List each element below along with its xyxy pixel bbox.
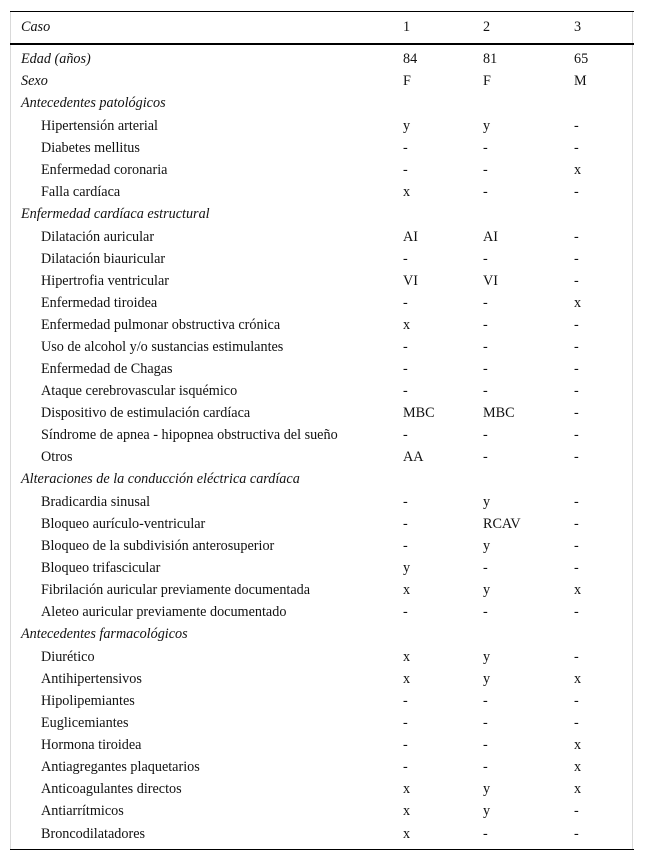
- case-3-cell: -: [574, 559, 579, 576]
- case-3-cell: x: [574, 758, 582, 775]
- table-row: [10, 226, 634, 248]
- row-label: Dilatación auricular: [41, 228, 155, 245]
- section-row: [10, 92, 634, 115]
- case-2-cell: F: [483, 72, 491, 89]
- table-row: [10, 778, 634, 800]
- row-label: Uso de alcohol y/o sustancias estimulantes: [41, 338, 284, 355]
- row-label: Bloqueo trifascicular: [41, 559, 161, 576]
- case-1-cell: -: [403, 515, 408, 532]
- case-2-cell: 81: [483, 50, 498, 67]
- case-2-cell: -: [483, 139, 488, 156]
- table-header-row: [10, 12, 634, 45]
- case-3-cell: -: [574, 802, 579, 819]
- case-3-cell: -: [574, 183, 579, 200]
- case-1-cell: -: [403, 294, 408, 311]
- table-row: [10, 601, 634, 623]
- table-row: [10, 513, 634, 535]
- header-caso: Caso: [10, 12, 403, 45]
- row-label: Aleteo auricular previamente documentado: [41, 603, 287, 620]
- case-1-cell: x: [403, 802, 411, 819]
- case-1-cell: -: [403, 382, 408, 399]
- table-row: [10, 822, 634, 850]
- case-1-cell: -: [403, 714, 408, 731]
- row-label: Falla cardíaca: [41, 183, 121, 200]
- case-1-cell: x: [403, 183, 411, 200]
- row-label: Edad (años): [21, 50, 91, 67]
- table-row: [10, 446, 634, 468]
- section-heading: Alteraciones de la conducción eléctrica cardíaca: [21, 471, 300, 488]
- table-row: [10, 712, 634, 734]
- table-row: [10, 668, 634, 690]
- section-row: [10, 623, 634, 646]
- case-2-cell: y: [483, 493, 491, 510]
- case-1-cell: y: [403, 559, 411, 576]
- row-label: Enfermedad de Chagas: [41, 360, 173, 377]
- case-1-cell: -: [403, 603, 408, 620]
- case-2-cell: -: [483, 338, 488, 355]
- table-row: [10, 402, 634, 424]
- case-2-cell: y: [483, 537, 491, 554]
- table-row: [10, 756, 634, 778]
- case-1-cell: x: [403, 822, 483, 850]
- case-2-cell: MBC: [483, 404, 515, 421]
- case-2-cell: -: [483, 161, 488, 178]
- row-label: Hormona tiroidea: [41, 736, 142, 753]
- row-label: Sexo: [21, 72, 48, 89]
- case-2-cell: [483, 623, 574, 646]
- row-label: Enfermedad coronaria: [41, 161, 168, 178]
- table-row: [10, 44, 634, 70]
- clinical-cases-table: [10, 11, 634, 850]
- row-label: Diabetes mellitus: [41, 139, 140, 156]
- case-3-cell: -: [574, 448, 579, 465]
- case-3-cell: -: [574, 404, 579, 421]
- case-3-cell: [574, 468, 634, 491]
- case-2-cell: y: [483, 802, 491, 819]
- case-3-cell: [574, 623, 634, 646]
- case-1-cell: -: [403, 360, 408, 377]
- row-label: Bradicardia sinusal: [41, 493, 151, 510]
- row-label: Hipertensión arterial: [41, 117, 158, 134]
- table-row: [10, 380, 634, 402]
- case-1-cell: -: [403, 493, 408, 510]
- case-1-cell: x: [403, 316, 411, 333]
- case-3-cell: -: [574, 139, 579, 156]
- case-1-cell: [403, 203, 483, 226]
- case-2-cell: -: [483, 382, 488, 399]
- case-3-cell: M: [574, 72, 587, 89]
- case-3-cell: 65: [574, 50, 589, 67]
- table-body: [10, 44, 634, 850]
- case-1-cell: [403, 92, 483, 115]
- case-2-cell: [483, 92, 574, 115]
- table-row: [10, 690, 634, 712]
- case-3-cell: x: [574, 581, 582, 598]
- case-3-cell: -: [574, 382, 579, 399]
- row-label: Otros: [41, 448, 73, 465]
- case-3-cell: -: [574, 316, 579, 333]
- case-1-cell: -: [403, 758, 408, 775]
- case-2-cell: -: [483, 822, 574, 850]
- case-3-cell: -: [574, 714, 579, 731]
- table-row: [10, 270, 634, 292]
- case-3-cell: -: [574, 228, 579, 245]
- case-3-cell: x: [574, 294, 582, 311]
- case-1-cell: -: [403, 692, 408, 709]
- case-1-cell: MBC: [403, 404, 435, 421]
- case-2-cell: [483, 203, 574, 226]
- row-label: Antiagregantes plaquetarios: [41, 758, 200, 775]
- case-3-cell: -: [574, 493, 579, 510]
- table-row: [10, 181, 634, 203]
- case-1-cell: x: [403, 670, 411, 687]
- row-label: Euglicemiantes: [41, 714, 129, 731]
- table-row: [10, 491, 634, 513]
- row-label: Bloqueo aurículo-ventricular: [41, 515, 206, 532]
- case-3-cell: x: [574, 670, 582, 687]
- header-case-1: 1: [403, 12, 483, 45]
- case-2-cell: -: [483, 360, 488, 377]
- case-3-cell: -: [574, 117, 579, 134]
- case-3-cell: -: [574, 537, 579, 554]
- case-3-cell: -: [574, 360, 579, 377]
- case-3-cell: -: [574, 250, 579, 267]
- case-2-cell: -: [483, 294, 488, 311]
- row-label: Hipolipemiantes: [41, 692, 135, 709]
- case-3-cell: x: [574, 161, 582, 178]
- case-1-cell: [403, 623, 483, 646]
- table-row: [10, 646, 634, 668]
- case-3-cell: -: [574, 648, 579, 665]
- table-row: [10, 535, 634, 557]
- case-3-cell: -: [574, 272, 579, 289]
- row-label: Broncodilatadores: [10, 822, 403, 850]
- case-3-cell: -: [574, 692, 579, 709]
- table-row: [10, 137, 634, 159]
- row-label: Diurético: [41, 648, 95, 665]
- case-1-cell: -: [403, 250, 408, 267]
- case-1-cell: -: [403, 161, 408, 178]
- table-row: [10, 115, 634, 137]
- case-3-cell: -: [574, 603, 579, 620]
- row-label: Anticoagulantes directos: [41, 780, 182, 797]
- row-label: Síndrome de apnea - hipopnea obstructiva del sueño: [41, 426, 338, 443]
- case-2-cell: RCAV: [483, 515, 521, 532]
- row-label: Dispositivo de estimulación cardíaca: [41, 404, 251, 421]
- section-heading: Enfermedad cardíaca estructural: [21, 206, 210, 223]
- case-1-cell: F: [403, 72, 411, 89]
- case-3-cell: -: [574, 338, 579, 355]
- case-1-cell: -: [403, 537, 408, 554]
- section-row: [10, 203, 634, 226]
- case-3-cell: [574, 203, 634, 226]
- table-row: [10, 800, 634, 822]
- case-1-cell: -: [403, 139, 408, 156]
- case-2-cell: -: [483, 692, 488, 709]
- section-heading: Antecedentes patológicos: [21, 95, 166, 112]
- case-3-cell: -: [574, 515, 579, 532]
- row-label: Hipertrofia ventricular: [41, 272, 170, 289]
- case-2-cell: AI: [483, 228, 498, 245]
- table-row: [10, 314, 634, 336]
- case-2-cell: VI: [483, 272, 498, 289]
- row-label: Antihipertensivos: [41, 670, 142, 687]
- section-row: [10, 468, 634, 491]
- header-case-2: 2: [483, 12, 574, 45]
- section-heading: Antecedentes farmacológicos: [21, 626, 188, 643]
- row-label: Enfermedad pulmonar obstructiva crónica: [41, 316, 281, 333]
- table-row: [10, 358, 634, 380]
- case-3-cell: -: [574, 426, 579, 443]
- case-3-cell: x: [574, 780, 582, 797]
- case-2-cell: -: [483, 426, 488, 443]
- case-1-cell: x: [403, 581, 411, 598]
- case-1-cell: -: [403, 736, 408, 753]
- case-1-cell: x: [403, 780, 411, 797]
- case-2-cell: y: [483, 581, 491, 598]
- table-row: [10, 734, 634, 756]
- case-1-cell: -: [403, 338, 408, 355]
- case-3-cell: [574, 92, 634, 115]
- table-row: [10, 70, 634, 92]
- row-label: Fibrilación auricular previamente documentada: [41, 581, 311, 598]
- case-3-cell: x: [574, 736, 582, 753]
- table-row: [10, 336, 634, 358]
- case-2-cell: -: [483, 603, 488, 620]
- case-2-cell: -: [483, 183, 488, 200]
- case-2-cell: -: [483, 714, 488, 731]
- case-1-cell: VI: [403, 272, 418, 289]
- case-1-cell: y: [403, 117, 411, 134]
- case-1-cell: AA: [403, 448, 424, 465]
- case-1-cell: x: [403, 648, 411, 665]
- row-label: Ataque cerebrovascular isquémico: [41, 382, 238, 399]
- case-2-cell: y: [483, 780, 491, 797]
- table-row: [10, 292, 634, 314]
- row-label: Bloqueo de la subdivisión anterosuperior: [41, 537, 275, 554]
- case-2-cell: -: [483, 559, 488, 576]
- case-2-cell: -: [483, 736, 488, 753]
- case-1-cell: -: [403, 426, 408, 443]
- case-2-cell: [483, 468, 574, 491]
- case-1-cell: 84: [403, 50, 418, 67]
- case-1-cell: [403, 468, 483, 491]
- table-row: [10, 579, 634, 601]
- table-row: [10, 424, 634, 446]
- header-case-3: 3: [574, 12, 634, 45]
- table-row: [10, 248, 634, 270]
- table-row: [10, 159, 634, 181]
- row-label: Dilatación biauricular: [41, 250, 166, 267]
- case-1-cell: AI: [403, 228, 418, 245]
- case-2-cell: -: [483, 250, 488, 267]
- case-2-cell: -: [483, 758, 488, 775]
- case-3-cell: -: [574, 822, 634, 850]
- case-2-cell: -: [483, 448, 488, 465]
- case-2-cell: y: [483, 117, 491, 134]
- row-label: Antiarrítmicos: [41, 802, 124, 819]
- row-label: Enfermedad tiroidea: [41, 294, 158, 311]
- case-2-cell: -: [483, 316, 488, 333]
- table-row: [10, 557, 634, 579]
- case-2-cell: y: [483, 670, 491, 687]
- case-2-cell: y: [483, 648, 491, 665]
